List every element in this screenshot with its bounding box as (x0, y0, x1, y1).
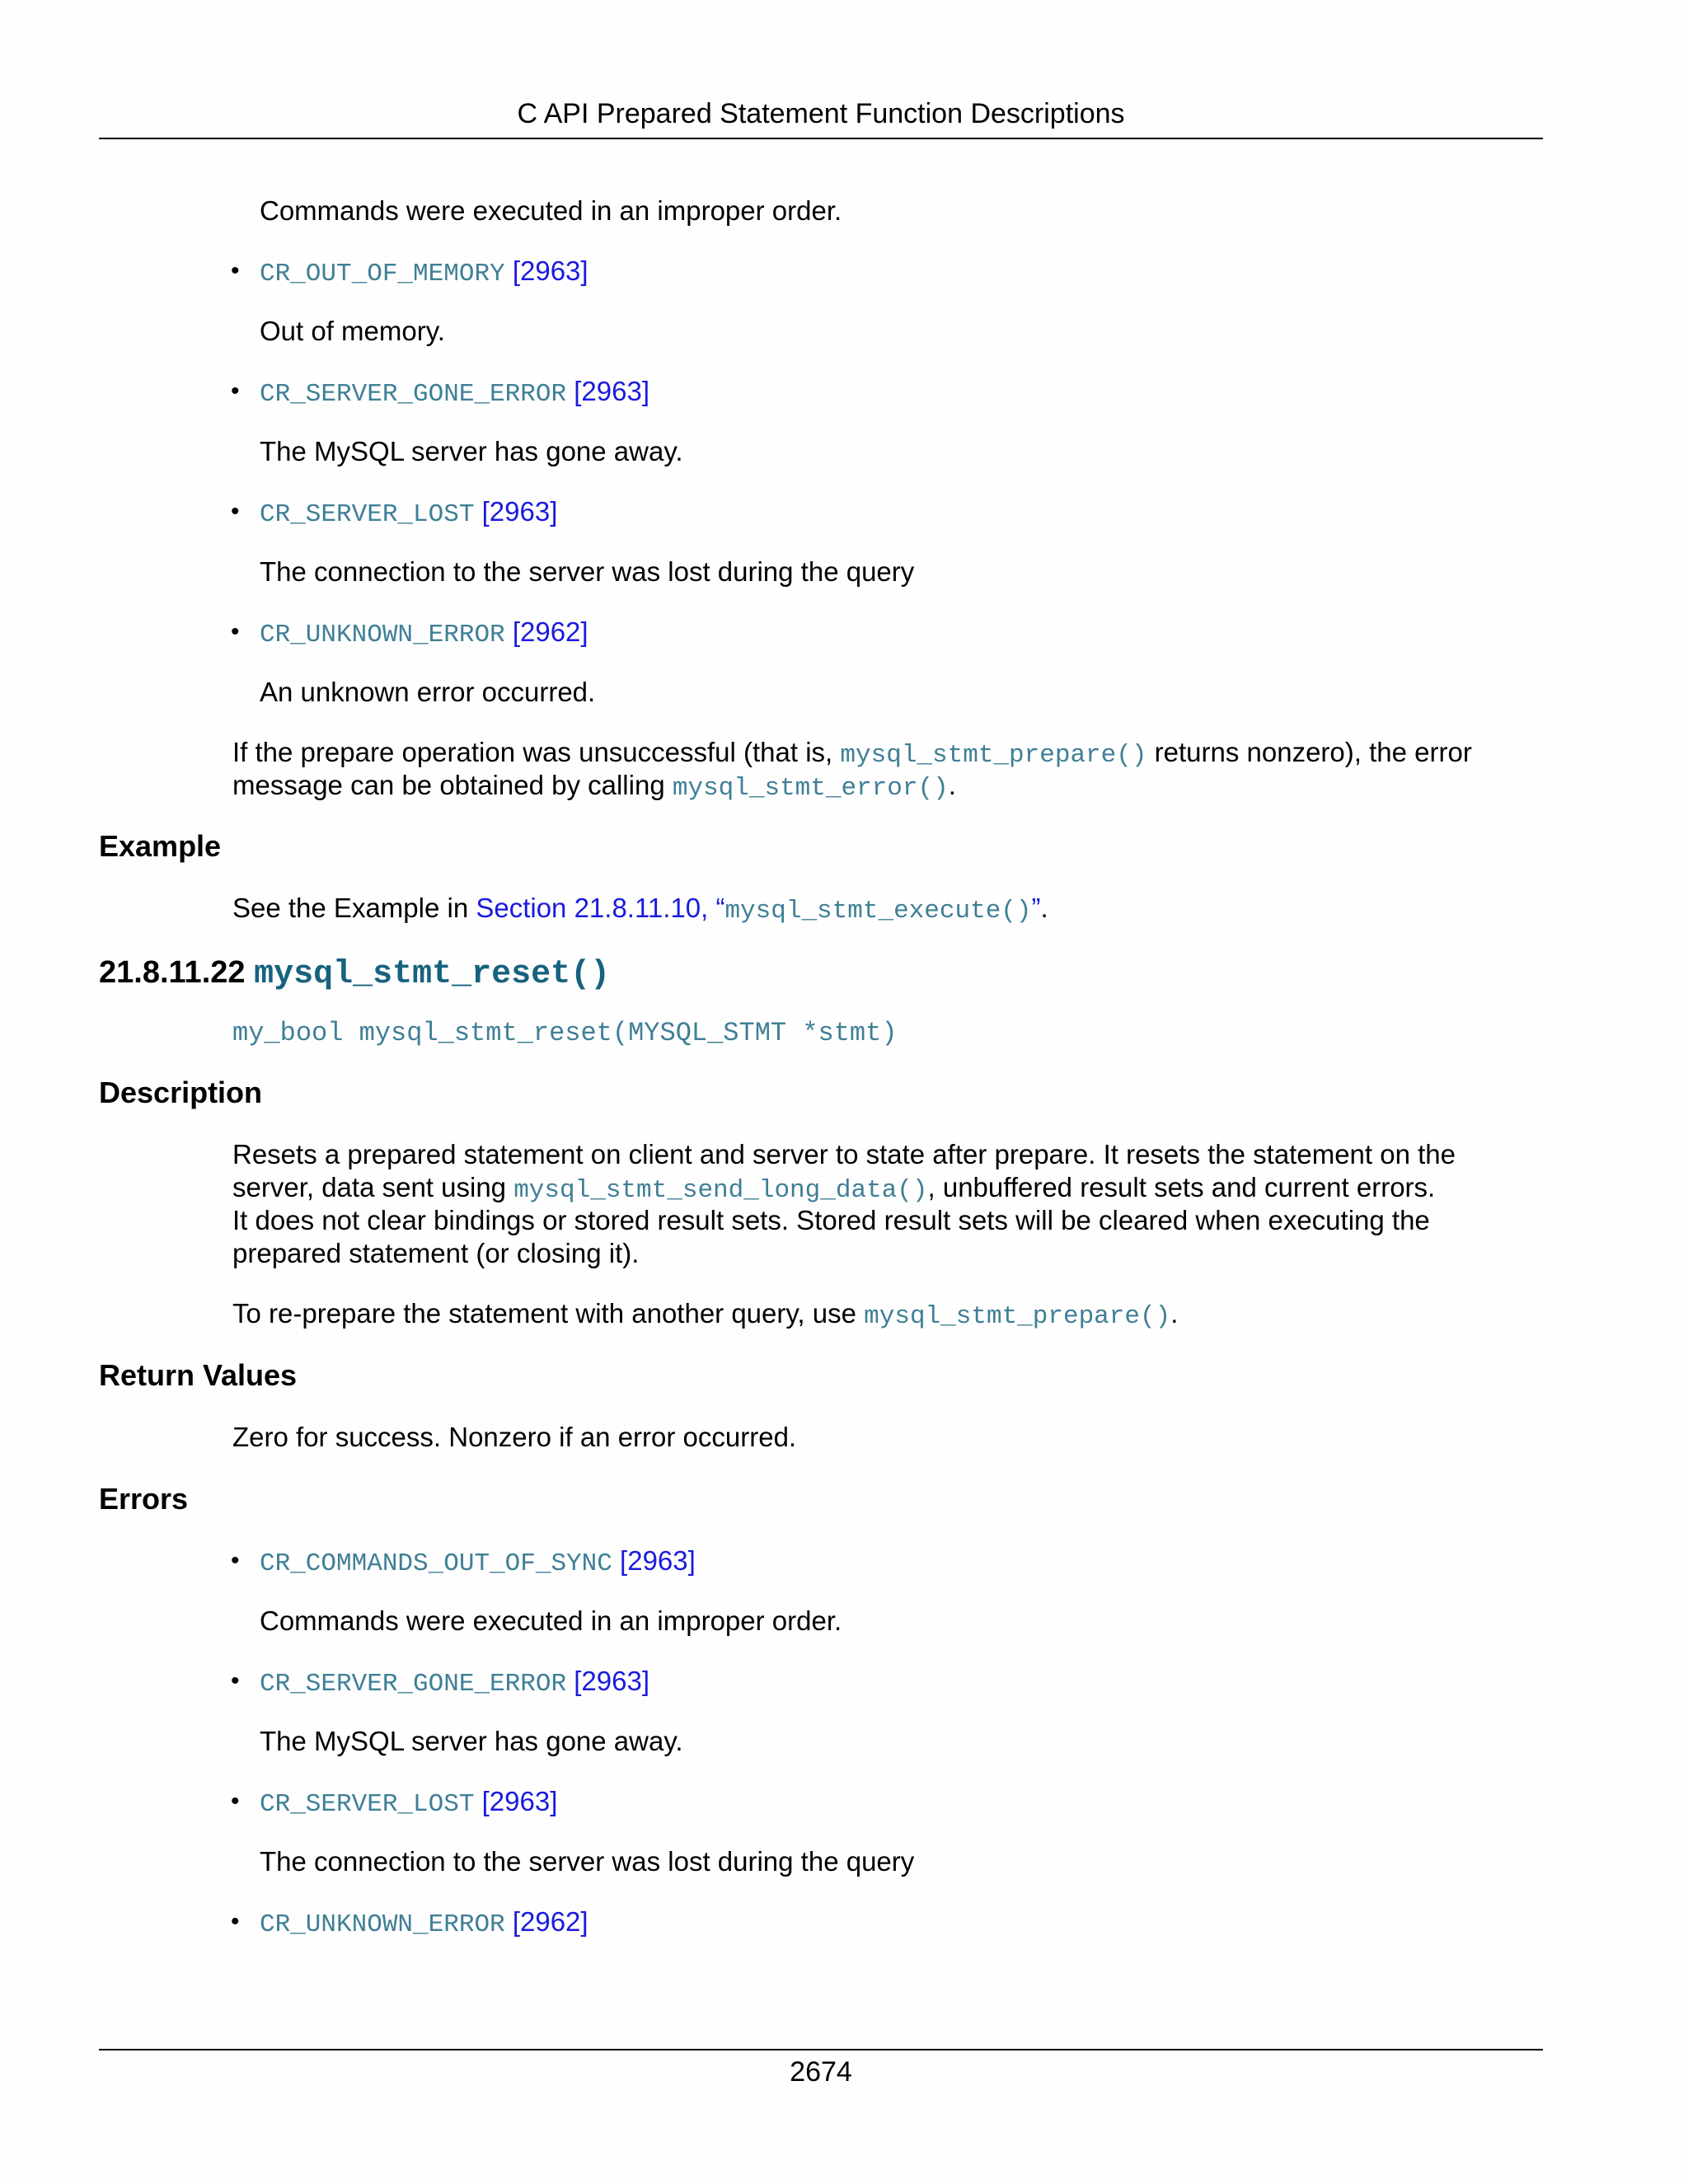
error-item (260, 1665, 649, 1701)
inline-code: mysql_stmt_send_long_data() (513, 1176, 928, 1205)
inline-code: mysql_stmt_prepare() (840, 741, 1147, 770)
bullet-icon: • (231, 618, 240, 645)
description-line: server, data sent using mysql_stmt_send_long_data(), unbuffered result sets and current errors. (232, 1172, 1436, 1205)
error-ref-link[interactable]: [2963] (481, 496, 558, 527)
prepare-note-line: If the prepare operation was unsuccessful (that is, mysql_stmt_prepare() returns nonzero), the error (232, 737, 1472, 770)
bullet-icon: • (231, 1547, 240, 1574)
error-item (260, 1544, 696, 1581)
error-item (260, 495, 557, 532)
error-code: CR_SERVER_LOST (260, 1790, 475, 1819)
error-ref-link[interactable]: [2962] (512, 616, 588, 647)
error-code: CR_OUT_OF_MEMORY (260, 260, 505, 288)
error-ref-link[interactable]: [2962] (512, 1906, 588, 1937)
error-code: CR_UNKNOWN_ERROR (260, 621, 505, 649)
bullet-icon: • (231, 257, 240, 284)
error-description: The connection to the server was lost during the query (260, 556, 915, 587)
description-line: It does not clear bindings or stored result sets. Stored result sets will be cleared when executing the (232, 1205, 1430, 1235)
error-description: Commands were executed in an improper order. (260, 195, 842, 226)
header-rule (99, 138, 1543, 139)
bullet-icon: • (231, 377, 240, 405)
section-heading: Description (99, 1076, 263, 1109)
error-ref-link[interactable]: [2963] (481, 1786, 558, 1816)
error-item (260, 616, 588, 652)
error-description: An unknown error occurred. (260, 677, 596, 707)
error-code: CR_SERVER_LOST (260, 500, 475, 529)
return-values-text: Zero for success. Nonzero if an error occurred. (232, 1422, 797, 1452)
running-header: C API Prepared Statement Function Descriptions (517, 98, 1125, 129)
error-ref-link[interactable]: [2963] (574, 376, 649, 406)
example-text: See the Example in Section 21.8.11.10, “mysql_stmt_execute()”. (232, 893, 1048, 926)
reprepare-line: To re-prepare the statement with another query, use mysql_stmt_prepare(). (232, 1298, 1179, 1331)
inline-code: mysql_stmt_error() (672, 774, 949, 803)
error-description: The MySQL server has gone away. (260, 436, 683, 466)
error-ref-link[interactable]: [2963] (574, 1666, 649, 1696)
error-description: Commands were executed in an improper order. (260, 1605, 842, 1636)
error-code: CR_SERVER_GONE_ERROR (260, 380, 567, 409)
error-code: CR_COMMANDS_OUT_OF_SYNC (260, 1549, 612, 1578)
bullet-icon: • (231, 1667, 240, 1694)
section-title (99, 953, 610, 995)
section-heading: Return Values (99, 1358, 298, 1392)
bullet-icon: • (231, 1908, 240, 1935)
error-ref-link[interactable]: [2963] (512, 255, 588, 286)
inline-code: mysql_stmt_prepare() (864, 1302, 1171, 1331)
error-item (260, 255, 588, 291)
error-ref-link[interactable]: [2963] (620, 1545, 696, 1576)
footer-rule (99, 2049, 1543, 2050)
error-description: Out of memory. (260, 316, 445, 346)
error-item (260, 375, 649, 411)
prepare-note-line: message can be obtained by calling mysql_stmt_error(). (232, 770, 956, 803)
bullet-icon: • (231, 1788, 240, 1815)
section-number: 21.8.11.22 (99, 955, 246, 990)
error-code: CR_SERVER_GONE_ERROR (260, 1670, 567, 1699)
section-heading: Errors (99, 1482, 189, 1516)
section-heading: Example (99, 829, 222, 863)
error-code: CR_UNKNOWN_ERROR (260, 1910, 505, 1939)
section-function-name: mysql_stmt_reset() (254, 956, 611, 993)
section-link[interactable]: Section 21.8.11.10, “mysql_stmt_execute()” (476, 893, 1041, 926)
bullet-icon: • (231, 498, 240, 525)
description-line: prepared statement (or closing it). (232, 1238, 640, 1268)
page-number: 2674 (790, 2056, 852, 2088)
error-description: The MySQL server has gone away. (260, 1726, 683, 1756)
error-item (260, 1905, 588, 1942)
error-description: The connection to the server was lost during the query (260, 1846, 915, 1877)
function-synopsis: my_bool mysql_stmt_reset(MYSQL_STMT *stmt) (232, 1018, 898, 1048)
error-item (260, 1785, 557, 1821)
description-line: Resets a prepared statement on client and server to state after prepare. It resets the statement on the (232, 1139, 1456, 1169)
